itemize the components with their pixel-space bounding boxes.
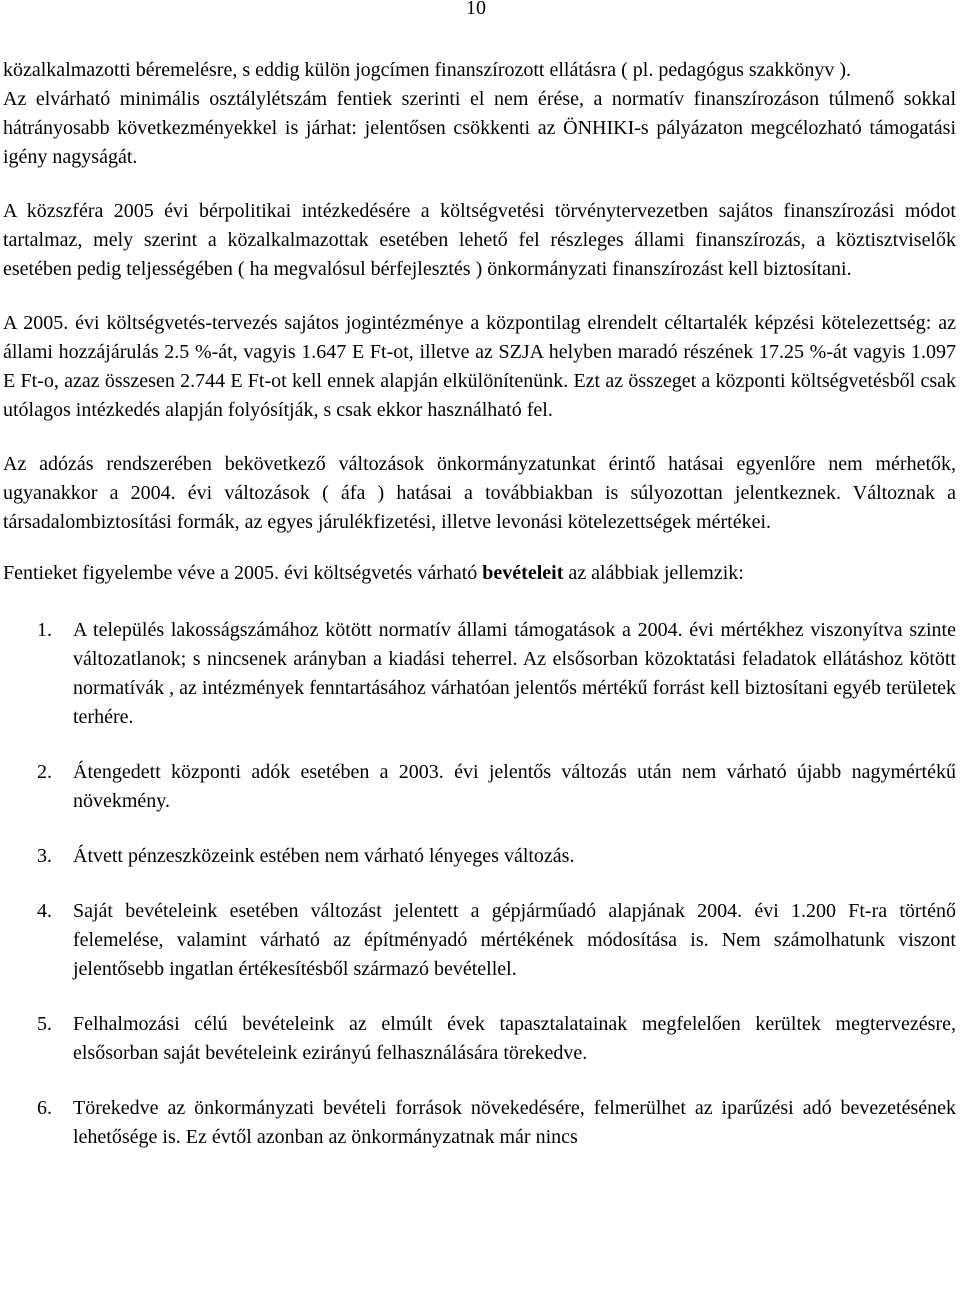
- list-item-text: Átvett pénzeszközeink estében nem várható lényeges változás.: [73, 845, 575, 867]
- page-number: 10: [466, 0, 486, 19]
- paragraph-revenue-intro: [3, 559, 956, 588]
- revenue-list: [3, 616, 956, 1152]
- revenue-intro-text: Fentieket figyelembe véve a 2005. évi költségvetés várható: [3, 562, 483, 584]
- list-item-number: 1.: [37, 619, 52, 641]
- list-item: [3, 758, 956, 816]
- list-item-number: 6.: [37, 1097, 52, 1119]
- paragraph-tax-changes: Az adózás rendszerében bekövetkező változások önkormányzatunkat érintő hatásai egyenlőre nem mérhetők, ugyanakkor a 2004. évi változások ( áfa ) hatásai a továbbiakban is súlyozottan jelentkeznek. Változnak a társadalombiztosítási formák, az egyes járulékfizetési, illetve levonási kötelezettségek mértékei.: [3, 453, 956, 533]
- paragraph-reserve-fund: A 2005. évi költségvetés-tervezés sajátos jogintézménye a központilag elrendelt céltartalék képzési kötelezettség: az állami hozzájárulás 2.5 %-át, vagyis 1.647 E Ft-ot, illetve az SZJA helyben maradó részének 17.25 %-át vagyis 1.097 E Ft-o, azaz összesen 2.744 E Ft-ot kell ennek alapján elkülönítenünk. Ezt az összeget a központi költségvetésből csak utólagos intézkedés alapján folyósítják, s csak ekkor használható fel.: [3, 312, 956, 421]
- document-body: [3, 56, 956, 1152]
- paragraph-public-sector-wage: A közszféra 2005 évi bérpolitikai intézkedésére a költségvetési törvénytervezetben sajátos finanszírozási módot tartalmaz, mely szerint a közalkalmazottak esetében lehető fel részleges állami finanszírozás, a köztisztviselők esetében pedig teljességében ( ha megvalósul bérfejlesztés ) önkormányzati finanszírozást kell biztosítani.: [3, 200, 956, 280]
- list-item: [3, 1094, 956, 1152]
- paragraph-class-size: Az elvárható minimális osztálylétszám fentiek szerinti el nem érése, a normatív finanszírozáson túlmenő sokkal hátrányosabb következményekkel is járhat: jelentősen csökkenti az ÖNHIKI-s pályázaton megcélozható támogatási igény nagyságát.: [3, 88, 956, 168]
- list-item: [3, 1010, 956, 1068]
- list-item-number: 2.: [37, 761, 52, 783]
- list-item-number: 5.: [37, 1013, 52, 1035]
- list-item-number: 4.: [37, 900, 52, 922]
- list-item-text: A település lakosságszámához kötött normatív állami támogatások a 2004. évi mértékhez viszonyítva szinte változatlanok; s nincsenek arányban a kiadási teherrel. Az elsősorban közoktatási feladatok ellátáshoz kötött normatívák , az intézmények fenntartásához várhatóan jelentős mértékű forrást kell biztosítani egyéb területek terhére.: [73, 619, 956, 728]
- revenue-keyword: bevételeit: [482, 562, 564, 584]
- list-item: [3, 897, 956, 984]
- list-item-text: Felhalmozási célú bevételeink az elmúlt évek tapasztalatainak megfelelően kerültek megtervezésre, elsősorban saját bevételeink ezirányú felhasználására törekedve.: [73, 1013, 956, 1064]
- list-item-text: Saját bevételeink esetében változást jelentett a gépjárműadó alapjának 2004. évi 1.200 Ft-ra történő felemelése, valamint várható az építményadó mértékének módosítása is. Nem számolhatunk viszont jelentősebb ingatlan értékesítésből származó bevétellel.: [73, 900, 956, 980]
- list-item: [3, 842, 956, 871]
- paragraph-salary-funding: közalkalmazotti béremelésre, s eddig külön jogcímen finanszírozott ellátásra ( pl. pedagógus szakkönyv ).: [3, 59, 852, 81]
- list-item: [3, 616, 956, 732]
- list-item-text: Átengedett központi adók esetében a 2003. évi jelentős változás után nem várható újabb nagymértékű növekmény.: [73, 761, 956, 812]
- revenue-intro-tail: az alábbiak jellemzik:: [563, 562, 744, 584]
- list-item-number: 3.: [37, 845, 52, 867]
- list-item-text: Törekedve az önkormányzati bevételi források növekedésére, felmerülhet az iparűzési adó bevezetésének lehetősége is. Ez évtől azonban az önkormányzatnak már nincs: [73, 1097, 956, 1148]
